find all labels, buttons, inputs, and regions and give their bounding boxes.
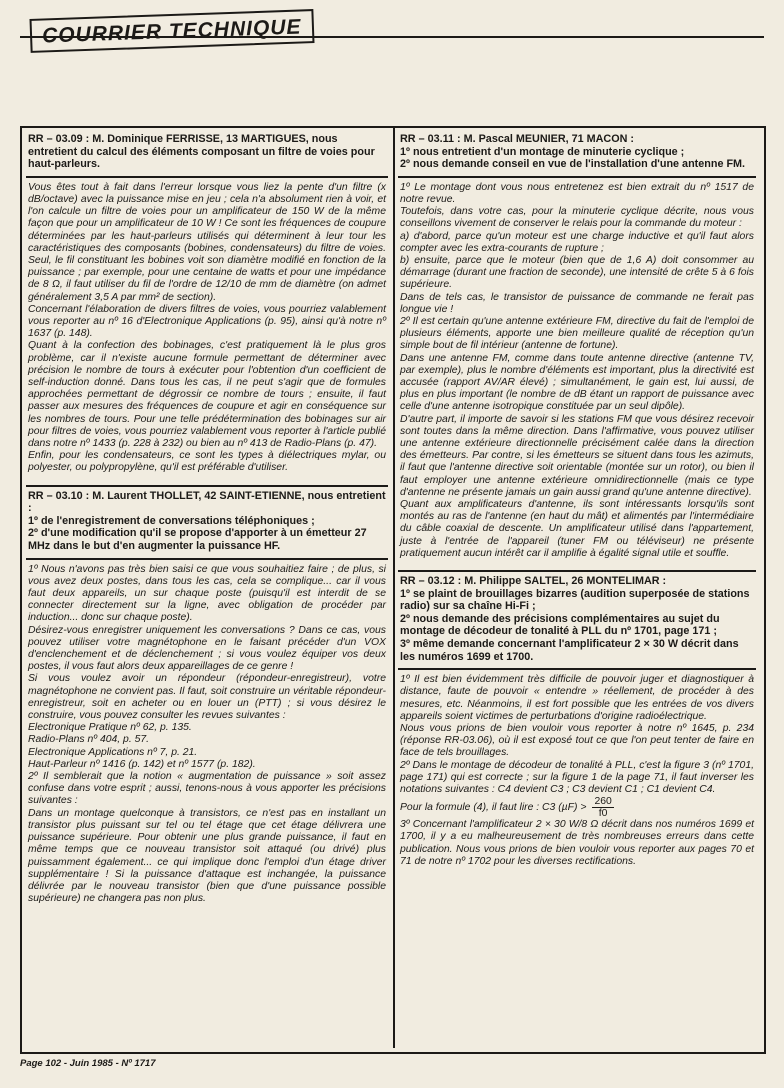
paragraph: Vous êtes tout à fait dans l'erreur lorsque vous liez la pente d'un filtre (x dB/octave) avec la puissance mise en jeu ; cela n'a absolument rien à voir, et l'on calcule un filtre de voies pour un amplificateur de 150 W de la même façon que pour un amplificateur de 10 W ! Ce sont les fréquences de coupure déterminées par les haut-parleurs utilisés qui déterminent à leur tour les caractéristiques des composants (bobines, condensateurs) du filtre de voies. Seul, le fil constituant les bobines voit son diamètre modifié en fonction de la puissance ; par exemple, pour une centaine de watts et pour une impédance de 8 Ω, il faut utiliser du fil de l'ordre de 12/10 de mm de diamètre (on admet généralement 3,5 A par mm² de section). xyxy=(28,181,386,303)
reference-line: Electronique Applications nº 7, p. 21. xyxy=(28,746,198,758)
formula-numerator: 260 xyxy=(594,796,612,808)
paragraph: Dans un montage quelconque à transistors, ce n'est pas en installant un transistor plus puissant sur tel ou tel étage que cet étage délivrera une puissance supérieure. Pour obtenir une plus grande puissance, il faut en même temps que ce nouveau transistor soit attaqué (ou drivé) plus puissamment également... ce qui implique donc l'emploi d'un étage driver supplémentaire ! Si la puissance d'attaque est inchangée, la puissance délivrée par le nouveau transistor (bien que d'une puissance possible supérieure) ne changera pas non plus. xyxy=(28,807,386,905)
formula-fraction xyxy=(592,796,613,819)
paragraph: 2º Il semblerait que la notion « augmentation de puissance » soit assez confuse dans votre esprit ; aussi, tenons-nous à vous apporter les précisions suivantes : xyxy=(28,771,386,807)
question-text: RR – 03.12 : M. Philippe SALTEL, 26 MONTELIMAR : xyxy=(400,575,667,588)
paragraph: Toutefois, dans votre cas, pour la minuterie cyclique décrite, nous vous conseillons vivement de conserver le relais pour la commande du moteur : xyxy=(400,206,754,230)
paragraph: 1º Il est bien évidemment très difficile de pouvoir juger et diagnostiquer à distance, faute de pouvoir « entendre » réellement, de procéder à des mesures, etc. Néanmoins, il est fort possible que les entrées de vos divers appareils soient victimes de perturbations d'origine radioélectrique. xyxy=(400,674,754,722)
paragraph: Quant à la confection des bobinages, c'est pratiquement là le plus gros problème, car il n'existe aucune formule permettant de déterminer avec précision le nombre de tours à exécuter pour l'obtention d'un coefficient de self-induction donné. Dans tous les cas, il ne peut s'agir que de formules approchées permettant de dégrossir ce nombre de tours ; ensuite, il faut passer aux mesures des fréquences de coupure et agir en conséquence sur les nombres de tours. Pour une telle prédétermination des bobinages sur air pour filtres de voies, vous pourriez valablement vous reporter à l'article publié dans notre nº 1433 (p. 228 à 232) ou bien au nº 413 de Radio-Plans (p. 47). xyxy=(28,340,386,450)
column-divider xyxy=(393,128,395,1048)
right-column xyxy=(398,130,756,1042)
page-footer: Page 102 - Juin 1985 - Nº 1717 xyxy=(20,1058,156,1069)
answer-body xyxy=(398,674,756,868)
reference-line: Radio-Plans nº 404, p. 57. xyxy=(28,734,150,746)
question-item: 1º de l'enregistrement de conversations téléphoniques ; xyxy=(28,514,315,527)
formula-line xyxy=(400,796,754,819)
paragraph: Dans de tels cas, le transistor de puissance de commande ne ferait pas longue vie ! xyxy=(400,291,754,315)
paragraph: Nous vous prions de bien vouloir vous reporter à notre nº 1645, p. 234 (réponse RR-03.06), où il est exposé tout ce que l'on peut tenter de faire en face de tels brouillages. xyxy=(400,723,754,759)
question-item: 2º d'une modification qu'il se propose d'apporter à un émetteur 27 MHz dans le but d'en augmenter la puissance HF. xyxy=(28,527,367,553)
letter-0310 xyxy=(26,485,388,906)
paragraph: a) d'abord, parce qu'un moteur est une charge inductive et qu'il faut alors compter avec les extra-courants de rupture ; xyxy=(400,230,754,254)
paragraph: 3º Concernant l'amplificateur 2 × 30 W/8 Ω décrit dans nos numéros 1699 et 1700, il y a eu malheureusement de très nombreuses erreurs dans cette publication. Nous vous prions de bien vouloir vous reporter aux pages 70 et 71 de notre nº 1702 pour les diverses rectifications. xyxy=(400,819,754,867)
paragraph: Concernant l'élaboration de divers filtres de voies, vous pourriez valablement vous reporter au nº 16 d'Electronique Applications (p. 95), ainsi qu'à notre nº 1637 (p. 148). xyxy=(28,303,386,340)
question-header xyxy=(26,485,388,560)
question-item: 2º nous demande des précisions complémentaires au sujet du montage de décodeur de tonalité à PLL du nº 1701, page 171 ; xyxy=(400,612,720,638)
reference-line: Haut-Parleur nº 1416 (p. 142) et nº 1577 (p. 182). xyxy=(28,758,256,770)
question-item: 1º se plaint de brouillages bizarres (audition superposée de stations radio) sur sa chaîne Hi-Fi ; xyxy=(400,587,750,613)
section-title: COURRIER TECHNIQUE xyxy=(29,9,314,53)
paragraph: Désirez-vous enregistrer uniquement les conversations ? Dans ce cas, vous pouvez utiliser votre magnétophone en le faisant précéder d'un VOX d'enclenchement et de déclenchement ; si vous voulez équiper vos deux postes, il vous faut alors deux appareillages de ce genre ! xyxy=(28,624,386,673)
paragraph: Quant aux amplificateurs d'antenne, ils sont intéressants lorsqu'ils sont montés au ras de l'antenne (en haut du mât) et alimentés par l'intermédiaire du câble coaxial de descente. Un amplificateur utilisé dans l'appartement, juste à l'entrée de l'appareil (tuner FM ou téléviseur) ne présente pratiquement aucun intérêt car il amplifie à égalité signal utile et souffle. xyxy=(400,499,754,559)
answer-body xyxy=(398,182,756,560)
letter-0312 xyxy=(398,570,756,868)
paragraph: Si vous voulez avoir un répondeur (répondeur-enregistreur), votre magnétophone ne convient pas. Il faut, soit construire un véritable répondeur-enregistreur, soit en acheter ou en louer un (PTT) ; si vous désirez le construire, vous pouvez consulter les revues suivantes : xyxy=(28,673,386,722)
question-text: RR – 03.09 : M. Dominique FERRISSE, 13 MARTIGUES, nous entretient du calcul des éléments composant un filtre de voies pour haut-parleurs. xyxy=(28,133,375,171)
formula-denominator: f0 xyxy=(598,808,608,820)
top-rule xyxy=(20,36,764,38)
paragraph: 2º Il est certain qu'une antenne extérieure FM, directive du fait de l'emploi de plusieurs éléments, apporte une bien meilleure qualité de réception qu'un simple bout de fil intérieur (antenne de fortune). xyxy=(400,316,754,352)
reference-line: Electronique Pratique nº 62, p. 135. xyxy=(28,722,192,734)
question-header xyxy=(398,130,756,178)
question-text: RR – 03.10 : M. Laurent THOLLET, 42 SAINT-ETIENNE, nous entretient : xyxy=(28,489,386,515)
question-text: RR – 03.11 : M. Pascal MEUNIER, 71 MACON : xyxy=(400,133,635,145)
paragraph: 2º Dans le montage de décodeur de tonalité à PLL, c'est la figure 3 (nº 1701, page 171) qui est correcte ; sur la figure 1 de la page 71, il faut inverser les notations suivantes : C4 devient C3 ; C3 devient C1 ; C1 devient C4. xyxy=(400,759,754,796)
paragraph: b) ensuite, parce que le moteur (bien que de 1,6 A) doit consommer au démarrage (durant une fraction de seconde), une intensité de crête 5 à 6 fois supérieure. xyxy=(400,255,754,291)
question-item: 2º nous demande conseil en vue de l'installation d'une antenne FM. xyxy=(400,158,746,171)
paragraph: 1º Nous n'avons pas très bien saisi ce que vous souhaitiez faire ; de plus, si vous avez deux postes, dans tous les cas, cela se complique... car il vous faut deux appareils, un sur chaque poste (puisqu'il est interdit de se connecter directement sur la ligne, avec obligation de procéder par induction... donc sur chaque poste). xyxy=(28,563,386,624)
question-header xyxy=(398,570,756,670)
formula-prefix: Pour la formule (4), il faut lire : C3 (µF) > xyxy=(400,801,587,813)
question-header xyxy=(26,130,388,178)
paragraph: Enfin, pour les condensateurs, ce sont les types à diélectriques mylar, ou polyester, ou polypropylène, qu'il est préférable d'utiliser. xyxy=(28,450,386,474)
answer-body xyxy=(26,182,388,475)
question-item: 1º nous entretient d'un montage de minuterie cyclique ; xyxy=(400,145,685,158)
question-item: 3º même demande concernant l'amplificateur 2 × 30 W décrit dans les numéros 1699 et 1700. xyxy=(400,638,739,663)
left-column xyxy=(26,130,388,1042)
letter-0311 xyxy=(398,130,756,560)
paragraph: Dans une antenne FM, comme dans toute antenne directive (antenne TV, par exemple), plus le nombre d'éléments est important, plus la directivité est accusée (rapport AV/AR élevé) ; simultanément, le gain est, lui aussi, de plus en plus important (le nombre de dB étant un rapport de puissance avec celle d'une antenne isotropique constituée par un seul dipôle). xyxy=(400,352,754,413)
paragraph: 1º Le montage dont vous nous entretenez est bien extrait du nº 1517 de notre revue. xyxy=(400,181,754,205)
paragraph: D'autre part, il importe de savoir si les stations FM que vous désirez recevoir sont toutes dans la même direction. Dans l'affirmative, vous pouvez utiliser une antenne extérieure directionnelle précisément calée dans la direction des émetteurs. Par contre, si les émetteurs se situent dans tous les azimuts, il faut que l'antenne directive soit orientable (montée sur un rotor), ou bien il faut employer une antenne extérieure omnidirectionnelle (mais ce type d'antenne ne présente jamais un gain aussi grand qu'une antenne directive). xyxy=(400,413,754,498)
letter-0309 xyxy=(26,130,388,475)
answer-body xyxy=(26,564,388,906)
